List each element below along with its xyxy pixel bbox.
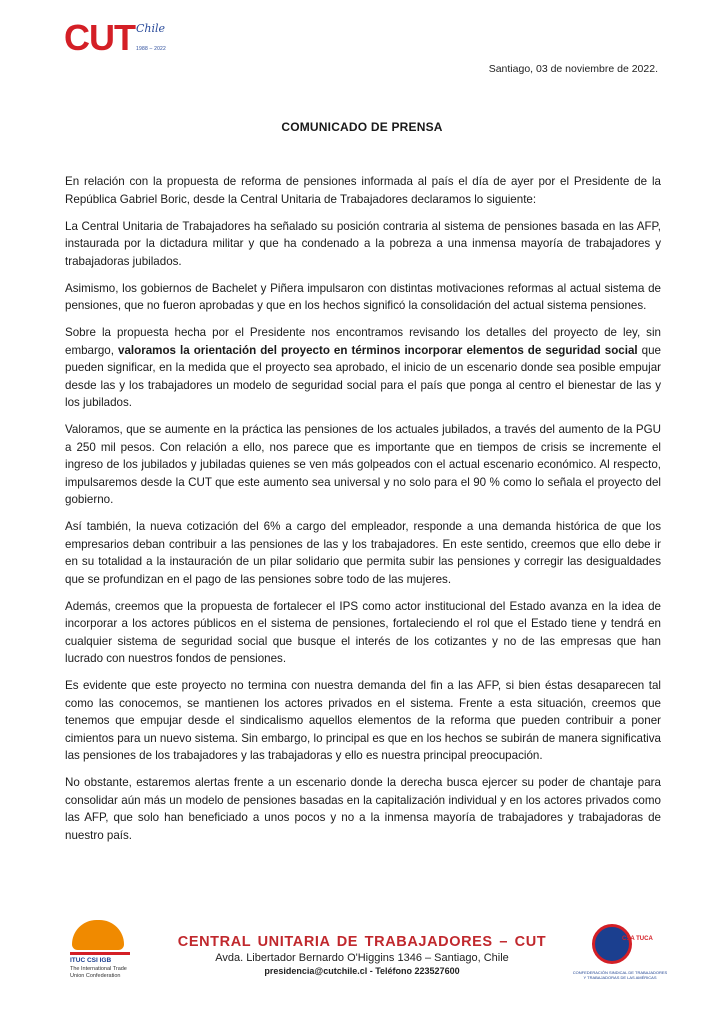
paragraph-4 xyxy=(65,324,661,412)
logo-script: Chile xyxy=(136,22,166,35)
ituc-logo-bar xyxy=(70,952,130,955)
ituc-subtitle: The International Trade Union Confederation xyxy=(70,966,127,979)
paragraph-8: Es evidente que este proyecto no termina con nuestra demanda del fin a las AFP, si bien éstas desaparecen tal como las conocemos, se mantienen los actores privados en el sistema. Frente a esta situación, creemos que tenemos que empujar desde el sindicalismo aquellos elementos de la reforma que pueden contribuir a poner cimientos para un nuevo sistema. Sin embargo, lo principal es que en los hechos se subirán de manera significativa las pensiones de los trabajadores y las trabajadoras y ello es nuestra principal preocupación. xyxy=(65,679,661,762)
paragraph-6: Así también, la nueva cotización del 6% a cargo del empleador, responde a una demanda histórica de que los empresarios deban contribuir a las pensiones de las y los trabajadores. En este sentido, creemos que ello debe ir en su totalidad a la instauración de un pilar solidario que permita subir las pensiones y corregir las desigualdades que se profundizan en el pago de las pensiones sobre todo de las mujeres. xyxy=(65,520,661,586)
globe-icon xyxy=(592,924,632,964)
csa-logo xyxy=(572,924,668,990)
paragraph-7: Además, creemos que la propuesta de fortalecer el IPS como actor institucional del Estado avanza en la idea de incorporar a los actores públicos en el sistema de pensiones, fortaleciendo el rol que el Estado tiene y tendrá en cualquier sistema de seguridad social que busque el interés de los cotizantes y no de las empresas que han lucrado con nuestros fondos de pensiones. xyxy=(65,599,661,665)
ituc-logo-mark-icon xyxy=(72,920,124,950)
document-date: Santiago, 03 de noviembre de 2022. xyxy=(488,63,658,75)
paragraph-9: No obstante, estaremos alertas frente a un escenario donde la derecha busca ejercer su poder de chantaje para consolidar aún más un modelo de pensiones basadas en la capitalización individual y en los actores privados como las AFP, que solo han beneficiado a unos pocos y no a la inmensa mayoría de trabajadores y trabajadoras de nuestro país. xyxy=(65,776,661,842)
logo-text: CUT xyxy=(64,17,135,58)
csa-text: CSA TUCA xyxy=(622,936,653,942)
footer-address: Avda. Libertador Bernardo O'Higgins 1346 – Santiago, Chile xyxy=(215,952,509,964)
paragraph-4-bold: valoramos la orientación del proyecto en términos incorporar elementos de seguridad social xyxy=(118,343,638,357)
logo-years: 1988 – 2022 xyxy=(136,46,167,52)
document-body xyxy=(65,173,661,854)
ituc-logo xyxy=(66,908,140,990)
footer-info xyxy=(160,934,564,976)
page-title: COMUNICADO DE PRENSA xyxy=(281,120,443,134)
ituc-name: ITUC CSI IGB xyxy=(70,957,112,964)
footer-org-name: CENTRAL UNITARIA DE TRABAJADORES – CUT xyxy=(177,934,547,950)
footer-contact: presidencia@cutchile.cl - Teléfono 223527600 xyxy=(264,966,460,976)
paragraph-1: En relación con la propuesta de reforma de pensiones informada al país el día de ayer por el Presidente de la República Gabriel Boric, desde la Central Unitaria de Trabajadores declaramos lo siguiente: xyxy=(65,175,661,206)
paragraph-4-after: que pueden significar, en la medida que el proyecto sea aprobado, el inicio de un escenario donde sea posible empujar desde las y los trabajadores un modelo de seguridad social para el país que ponga al centro el bienestar de las y los jubilados. xyxy=(65,343,661,409)
paragraph-4-before: Sobre la propuesta hecha por el Presidente nos encontramos revisando los detalles del proyecto de ley, sin embargo, xyxy=(65,326,661,357)
paragraph-2: La Central Unitaria de Trabajadores ha señalado su posición contraria al sistema de pensiones basada en las AFP, instaurada por la dictadura militar y que ha condenado a la pobreza a una inmensa mayoría de trabajadores y trabajadoras jubilados. xyxy=(65,219,661,268)
cut-logo xyxy=(64,18,176,60)
csa-caption: CONFEDERACIÓN SINDICAL DE TRABAJADORES Y TRABAJADORAS DE LAS AMÉRICAS xyxy=(572,970,668,980)
paragraph-5: Valoramos, que se aumente en la práctica las pensiones de los actuales jubilados, a través del aumento de la PGU a 250 mil pesos. Con relación a ello, nos parece que es importante que en tiempos de crisis se incremente el ingreso de los jubilados y jubiladas quienes se ven más golpeados con el actual escenario económico. Al respecto, impulsaremos desde la CUT que este aumento sea universal y no solo para el 90 % como lo señala el proyecto del gobierno. xyxy=(65,423,661,506)
paragraph-3: Asimismo, los gobiernos de Bachelet y Piñera impulsaron con distintas motivaciones reformas al actual sistema de pensiones, que no fueron aprobadas y que en los hechos significó la consolidación del actual sistema pensiones. xyxy=(65,281,661,312)
